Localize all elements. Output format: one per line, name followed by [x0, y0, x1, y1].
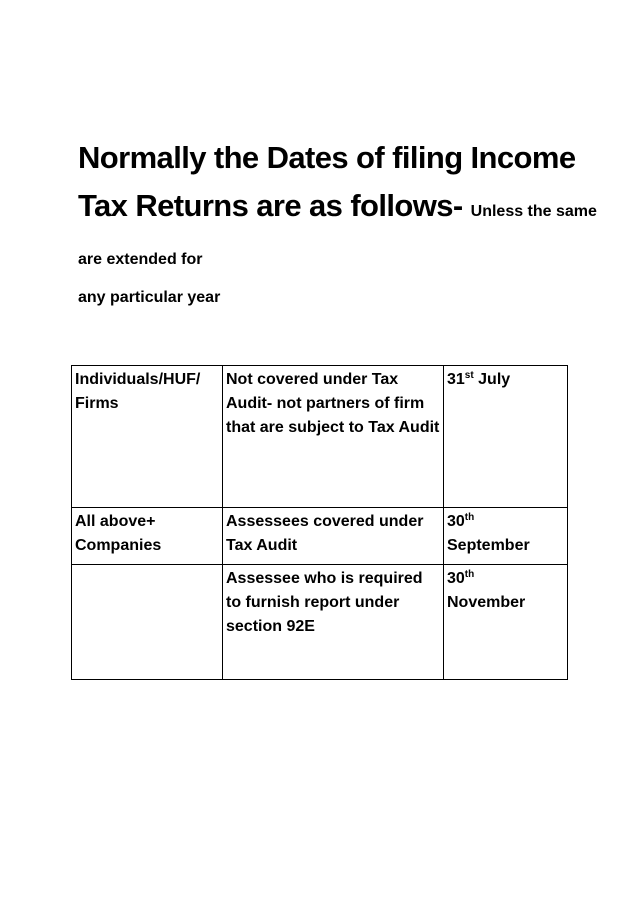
date-suffix: st — [464, 370, 474, 381]
table-row — [72, 366, 568, 508]
category-cell: All above+ Companies — [72, 508, 223, 565]
description-cell: Not covered under Tax Audit- not partners of firm that are subject to Tax Audit — [223, 366, 444, 508]
description-cell: Assessees covered under Tax Audit — [223, 508, 444, 565]
description-cell: Assessee who is required to furnish report under section 92E — [223, 565, 444, 680]
filing-dates-table — [71, 365, 568, 680]
table-row — [72, 508, 568, 565]
heading-title: Normally the Dates of filing Income Tax Returns are as follows- — [78, 140, 576, 223]
date-day: 30 — [447, 513, 465, 530]
date-month: July — [478, 371, 511, 388]
category-cell — [72, 565, 223, 680]
table-row — [72, 565, 568, 680]
category-cell: Individuals/HUF/ Firms — [72, 366, 223, 508]
heading-note-continued: any particular year — [78, 289, 221, 306]
date-cell — [444, 508, 568, 565]
date-cell — [444, 366, 568, 508]
date-suffix: th — [464, 512, 475, 523]
date-month: November — [447, 594, 526, 611]
date-day: 31 — [447, 371, 465, 388]
date-suffix: th — [464, 569, 475, 580]
date-month: September — [447, 537, 530, 554]
heading-note: Unless the same are extended for — [78, 203, 597, 268]
page-heading — [78, 134, 598, 312]
date-day: 30 — [447, 570, 465, 587]
date-cell — [444, 565, 568, 680]
